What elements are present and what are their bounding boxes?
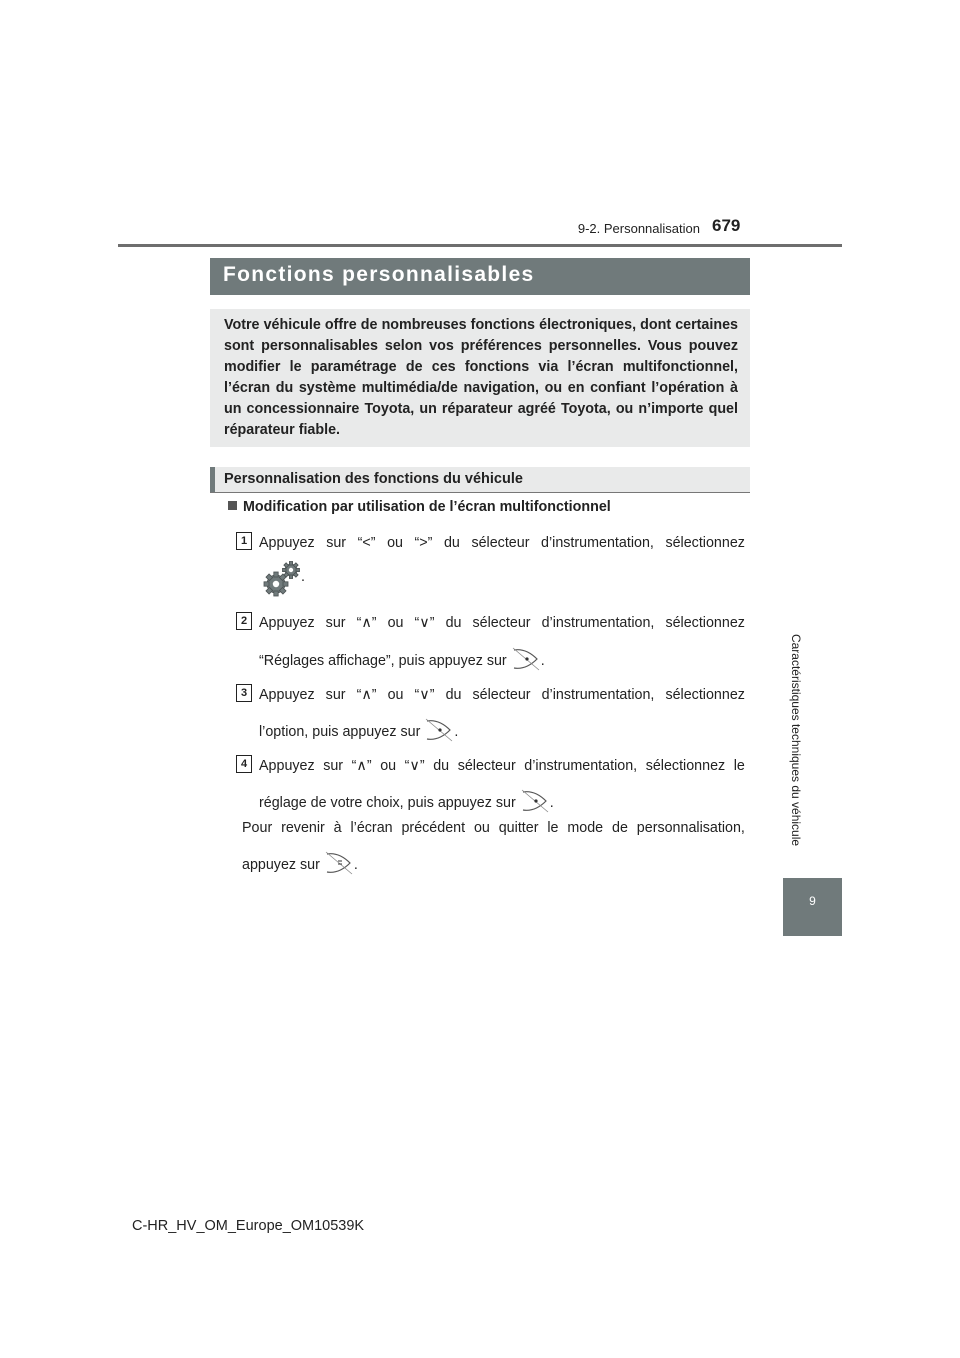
step-number-badge: 1 <box>236 532 252 550</box>
chapter-tab <box>783 878 842 936</box>
side-chapter-label-container <box>784 590 808 890</box>
settings-gears-icon <box>262 558 304 603</box>
step-3-line-1: Appuyez sur “∧” ou “∨” du sélecteur d’instrumentation, sélectionnez <box>259 687 745 703</box>
square-bullet-icon <box>228 501 237 510</box>
section-heading: Personnalisation des fonctions du véhicule <box>224 471 523 487</box>
step-2-line-1: Appuyez sur “∧” ou “∨” du sélecteur d’instrumentation, sélectionnez <box>259 615 745 631</box>
subheading-text: Modification par utilisation de l’écran multifonctionnel <box>243 499 611 515</box>
title-bar <box>210 258 750 295</box>
page-number: 679 <box>712 216 741 235</box>
header-section-title: 9-2. Personnalisation <box>577 221 700 236</box>
step-4-line-2: réglage de votre choix, puis appuyez sur . <box>259 788 554 818</box>
step-1-period: . <box>301 569 305 585</box>
chapter-number: 9 <box>809 894 816 908</box>
header-divider <box>118 244 842 247</box>
step-3-line-2: l’option, puis appuyez sur . <box>259 717 458 747</box>
page-title: Fonctions personnalisables <box>223 263 535 286</box>
subheading <box>228 499 611 515</box>
section-heading-bar <box>210 467 750 493</box>
step-number-badge: 2 <box>236 612 252 630</box>
step-number-badge: 3 <box>236 684 252 702</box>
side-chapter-label: Caractéristiques techniques du véhicule <box>789 633 803 847</box>
note-line-2: appuyez sur . <box>242 850 358 880</box>
note-line-1: Pour revenir à l’écran précédent ou quitter le mode de personnalisation, <box>242 820 745 836</box>
step-4-line-1: Appuyez sur “∧” ou “∨” du sélecteur d’instrumentation, sélectionnez le <box>259 758 745 774</box>
step-1-line-1: Appuyez sur “<” ou “>” du sélecteur d’instrumentation, sélectionnez <box>259 535 745 551</box>
intro-box <box>210 309 750 447</box>
section-accent <box>210 467 215 492</box>
enter-button-icon <box>511 646 541 676</box>
document-code-footer: C-HR_HV_OM_Europe_OM10539K <box>132 1218 365 1234</box>
enter-button-icon <box>424 717 454 747</box>
back-button-icon <box>324 850 354 880</box>
intro-text: Votre véhicule offre de nombreuses fonctions électroniques, dont certaines sont personnalisables selon vos préférences personnelles. Vous pouvez modifier le paramétrage de ces fonctions via l’écran multifonctionnel, l’écran du système multimédia/de navigation, ou en confiant l’opération à un concessionnaire Toyota, un réparateur agréé Toyota, ou n’importe quel réparateur fiable. <box>224 317 738 438</box>
enter-button-icon <box>520 788 550 818</box>
step-2-line-2: “Réglages affichage”, puis appuyez sur . <box>259 646 545 676</box>
step-number-badge: 4 <box>236 755 252 773</box>
